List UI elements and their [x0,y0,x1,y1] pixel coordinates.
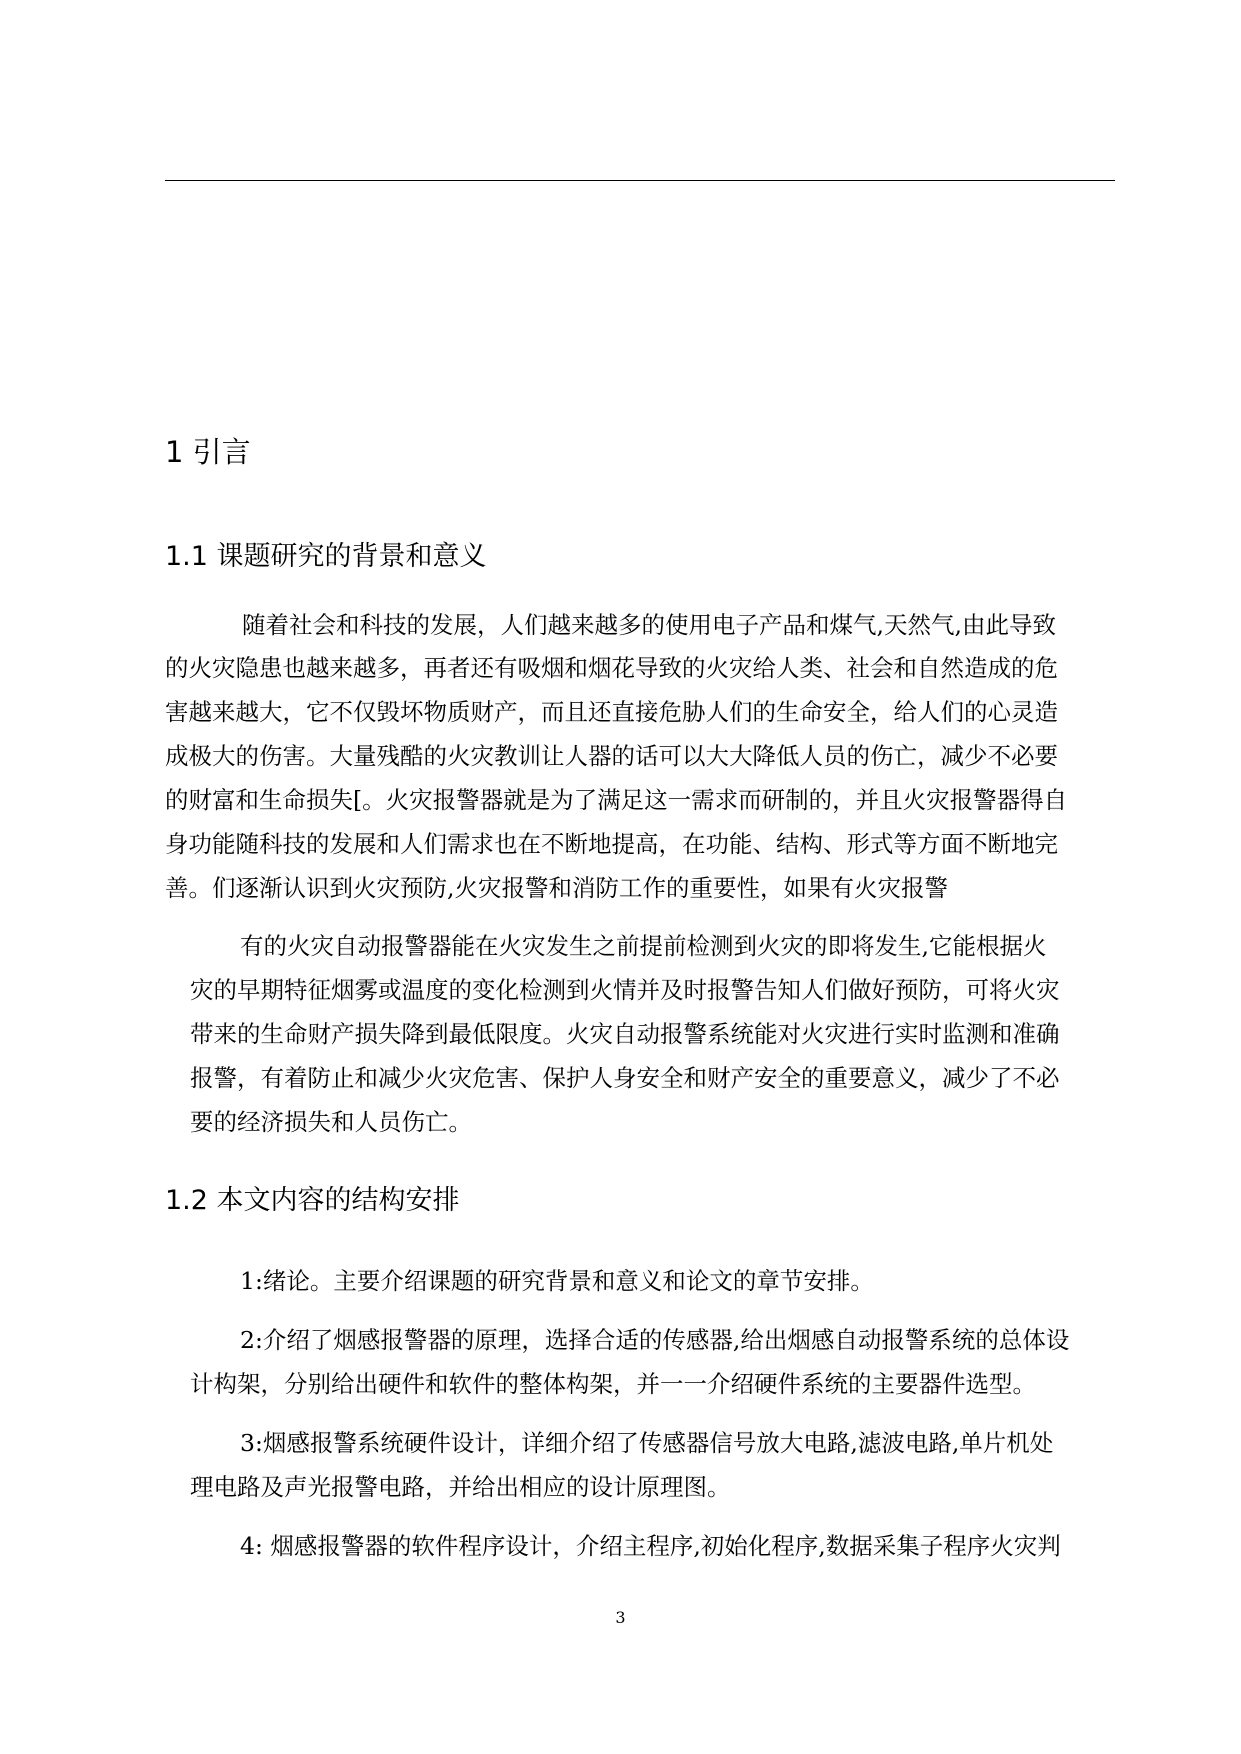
header-rule [165,180,1115,181]
para2-line: 有的火灾自动报警器能在火灾发生之前提前检测到火灾的即将发生,它能根据火 [240,932,1047,960]
list-item-line: 理电路及声光报警电路，并给出相应的设计原理图。 [190,1473,731,1501]
para2-line: 灾的早期特征烟雾或温度的变化检测到火情并及时报警告知人们做好预防，可将火灾 [190,976,1060,1004]
section-heading-1-1: 1.1 课题研究的背景和意义 [165,541,487,572]
para2-line: 带来的生命财产损失降到最低限度。火灾自动报警系统能对火灾进行实时监测和准确 [190,1020,1060,1048]
list-item-line: 计构架，分别给出硬件和软件的整体构架，并一一介绍硬件系统的主要器件选型。 [190,1370,1036,1398]
para1-line: 善。们逐渐认识到火灾预防,火灾报警和消防工作的重要性，如果有火灾报警 [165,874,948,902]
para1-line: 的财富和生命损失[。火灾报警器就是为了满足这一需求而研制的，并且火灾报警器得自 [165,786,1068,814]
para1-line: 成极大的伤害。大量残酷的火灾教训让人器的话可以大大降低人员的伤亡，减少不必要 [165,742,1058,770]
para2-line: 报警，有着防止和减少火灾危害、保护人身安全和财产安全的重要意义，减少了不必 [190,1064,1060,1092]
para1-line: 害越来越大，它不仅毁坏物质财产，而且还直接危胁人们的生命安全，给人们的心灵造 [165,698,1058,726]
list-item-line: 4: 烟感报警器的软件程序设计，介绍主程序,初始化程序,数据采集子程序火灾判 [240,1532,1061,1560]
section-heading-1-2: 1.2 本文内容的结构安排 [165,1185,460,1216]
para1-line: 随着社会和科技的发展，人们越来越多的使用电子产品和煤气,天然气,由此导致 [242,611,1056,639]
list-item-line: 1:绪论。主要介绍课题的研究背景和意义和论文的章节安排。 [240,1267,874,1295]
page-number: 3 [615,1608,626,1627]
para1-line: 的火灾隐患也越来越多，再者还有吸烟和烟花导致的火灾给人类、社会和自然造成的危 [165,654,1058,682]
list-item-line: 3:烟感报警系统硬件设计，详细介绍了传感器信号放大电路,滤波电路,单片机处 [240,1429,1054,1457]
chapter-heading: 1 引言 [165,435,251,469]
para2-line: 要的经济损失和人员伤亡。 [190,1108,472,1136]
para1-line: 身功能随科技的发展和人们需求也在不断地提高，在功能、结构、形式等方面不断地完 [165,830,1058,858]
list-item-line: 2:介绍了烟感报警器的原理，选择合适的传感器,给出烟感自动报警系统的总体设 [240,1326,1070,1354]
